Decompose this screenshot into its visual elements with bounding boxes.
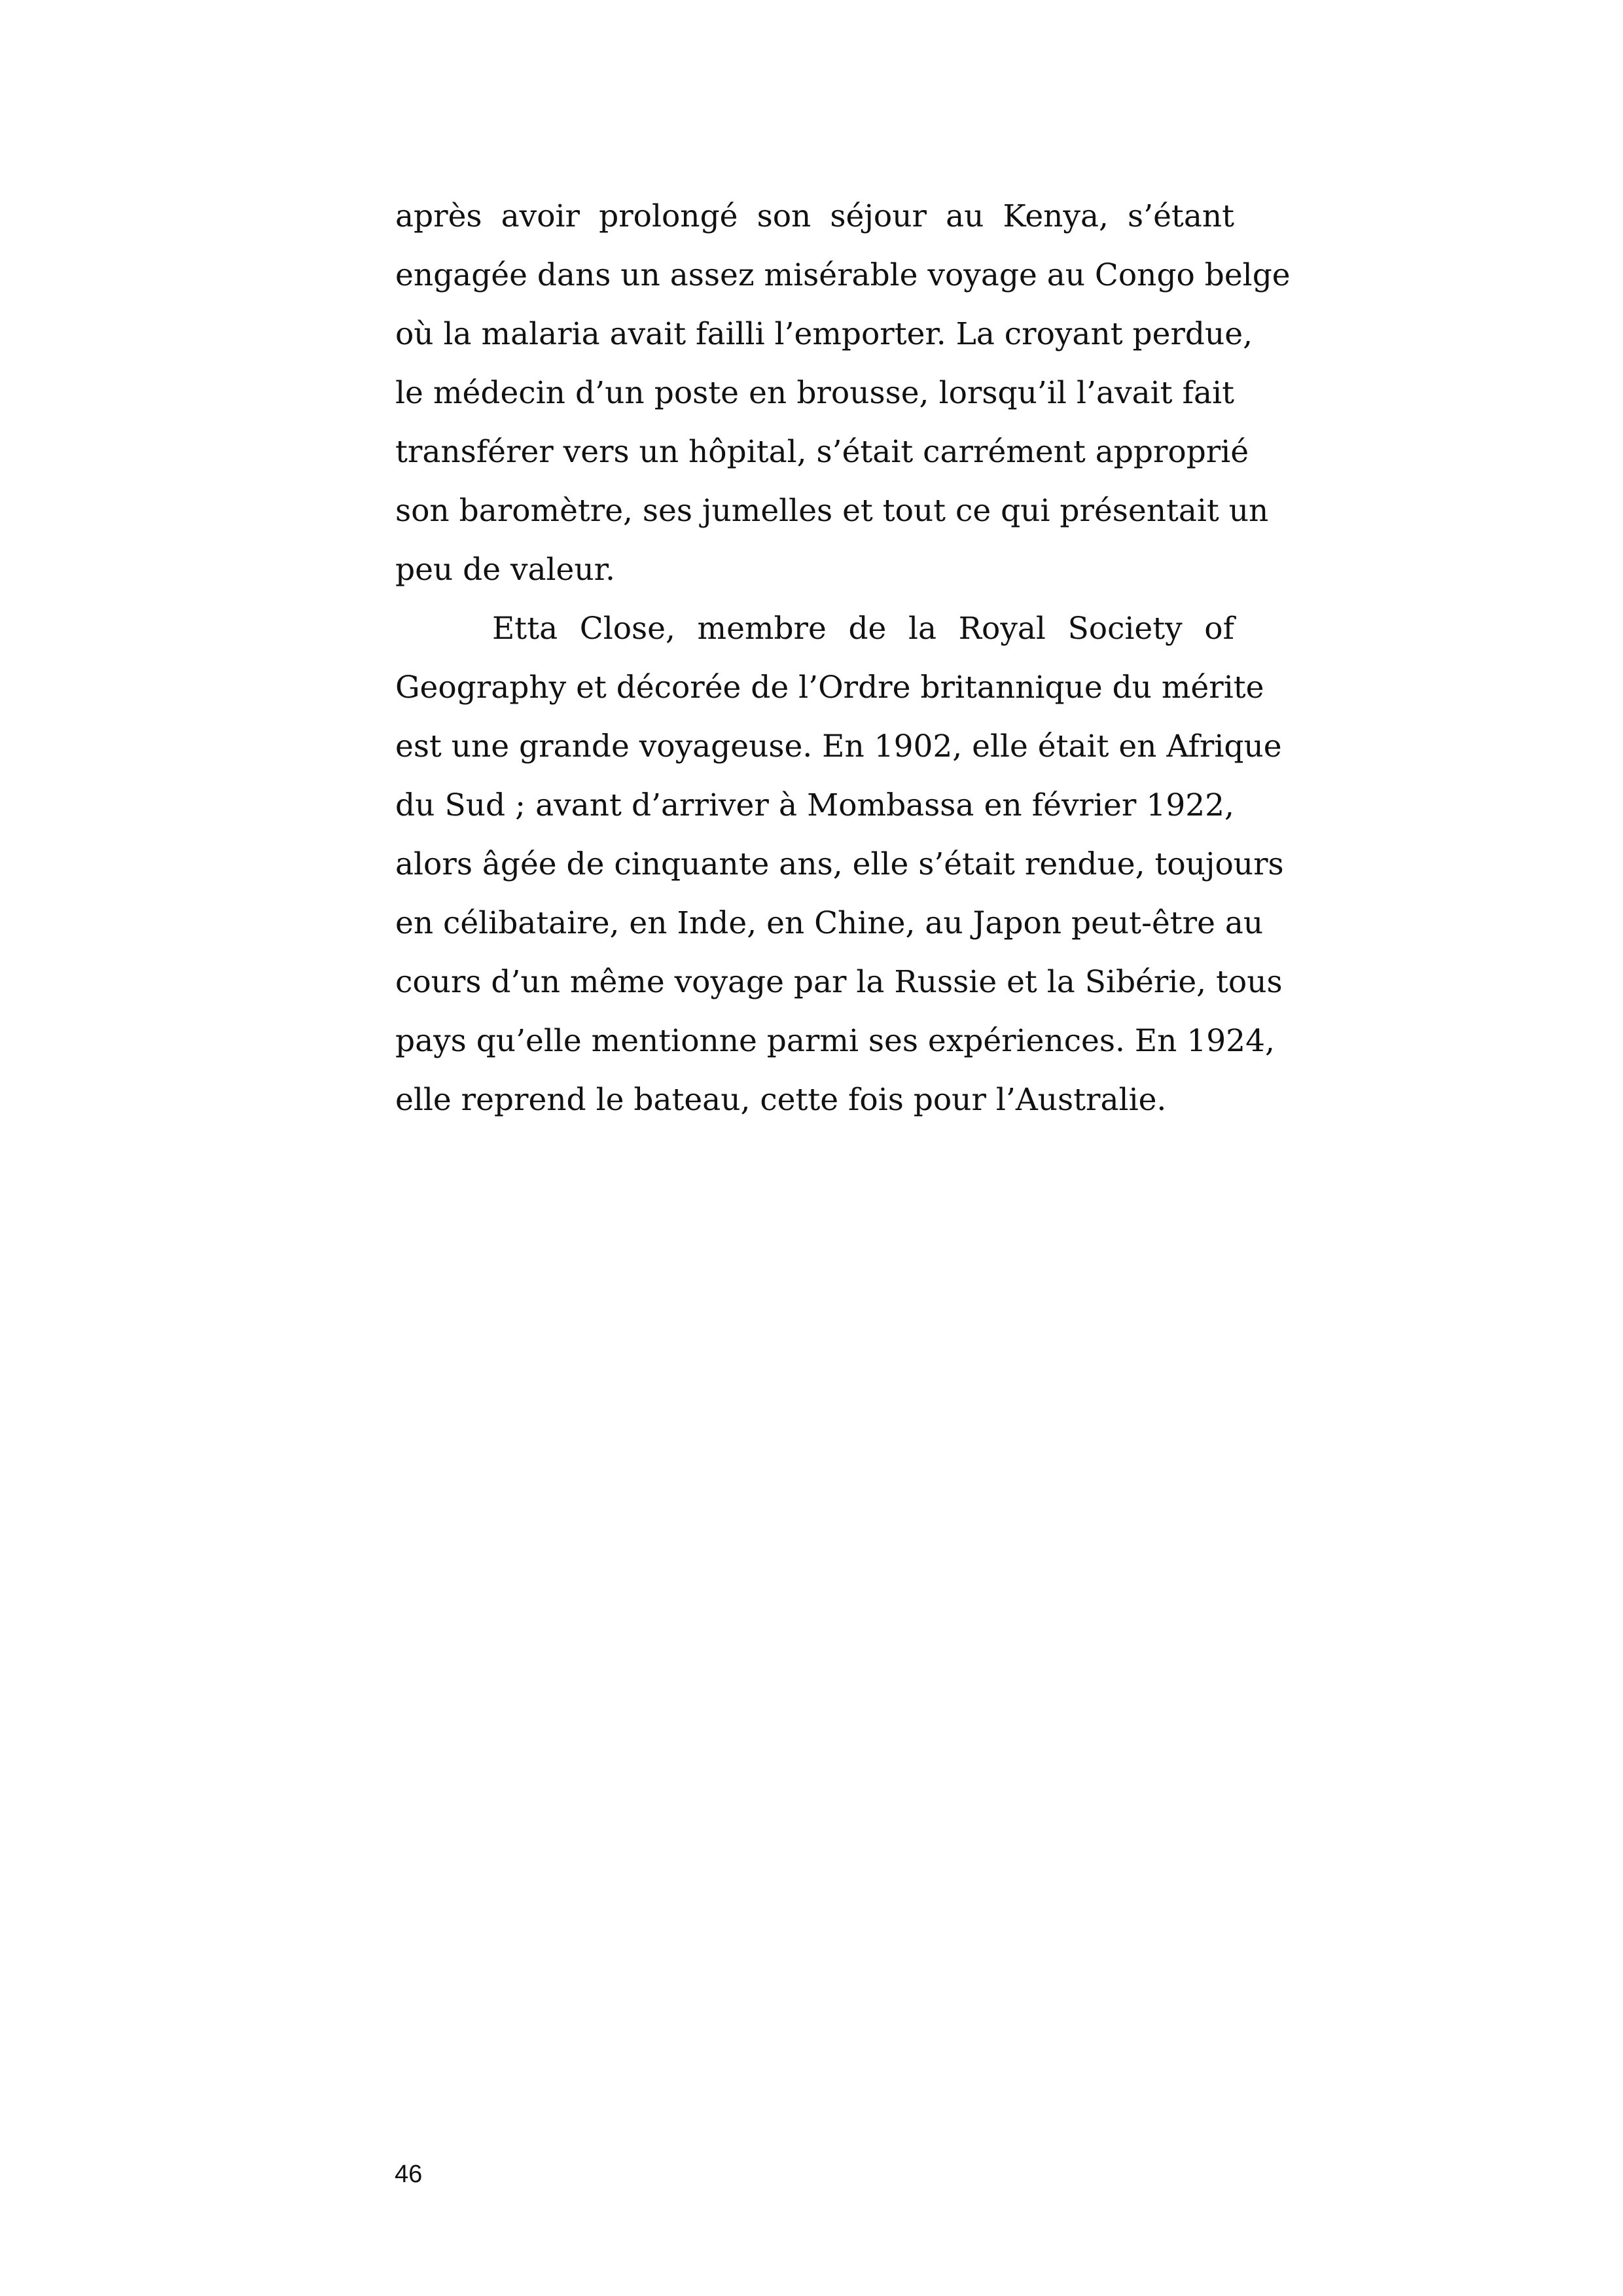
text-line: en célibataire, en Inde, en Chine, au Japon peut-être au: [395, 905, 1264, 941]
text-line: Etta Close, membre de la Royal Society of: [492, 611, 1234, 647]
text-line: pays qu’elle mentionne parmi ses expériences. En 1924,: [395, 1023, 1275, 1059]
text-line: le médecin d’un poste en brousse, lorsqu’il l’avait fait: [395, 375, 1234, 411]
text-line: est une grande voyageuse. En 1902, elle était en Afrique: [395, 728, 1282, 764]
text-line: peu de valeur.: [395, 552, 615, 588]
body-text: [395, 187, 1291, 1130]
text-line: Geography et décorée de l’Ordre britannique du mérite: [395, 670, 1264, 706]
text-line: cours d’un même voyage par la Russie et la Sibérie, tous: [395, 964, 1283, 1000]
text-line: elle reprend le bateau, cette fois pour l’Australie.: [395, 1082, 1167, 1118]
text-line: engagée dans un assez misérable voyage au Congo belge: [395, 257, 1291, 293]
paragraph-1: [395, 187, 1291, 600]
paragraph-2: [395, 600, 1284, 1130]
text-line: son baromètre, ses jumelles et tout ce qui présentait un: [395, 493, 1269, 529]
text-line: du Sud ; avant d’arriver à Mombassa en février 1922,: [395, 787, 1234, 823]
text-line: alors âgée de cinquante ans, elle s’était rendue, toujours: [395, 846, 1284, 882]
page-number: 46: [395, 2161, 423, 2188]
text-line: après avoir prolongé son séjour au Kenya, s’étant: [395, 198, 1234, 234]
text-line: où la malaria avait failli l’emporter. La croyant perdue,: [395, 316, 1253, 352]
text-line: transférer vers un hôpital, s’était carrément approprié: [395, 434, 1249, 470]
